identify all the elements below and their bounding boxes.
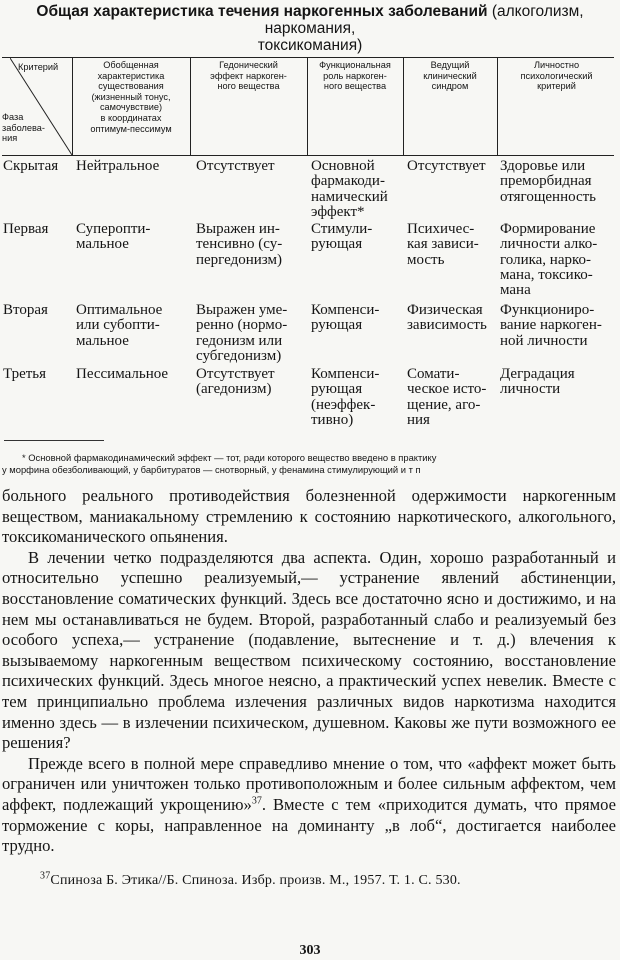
cell-line: ренно (нормо- [196,317,288,334]
cell-line: ческое исто- [407,381,487,398]
column-header-line: Ведущий [430,60,470,70]
table-top-rule [2,57,614,58]
cell-line: Компенси- [311,302,380,318]
column-header-line: психологический [520,70,593,81]
cell-line: Отсутствует [196,366,275,382]
column-header-line: оптимум-пессимум [90,123,172,134]
cell-line: рующая [311,236,363,253]
table-cell [311,159,388,220]
body-text [2,486,616,857]
table-cell [311,303,379,334]
column-header-line: ного вещества [217,81,280,92]
table-cell [500,159,596,205]
cell-line: Деградация [500,366,575,382]
column-header-line: критерий [537,81,576,92]
cell-line: личности алко- [500,236,598,253]
paragraph [2,754,616,857]
table-cell [500,303,602,349]
phase-label-line: ния [2,133,18,144]
footnote-ref: 37 [251,795,262,807]
table-title-bold: Общая характеристика течения наркогенных заболеваний [36,3,488,20]
table-title-rest: (алкоголизм, наркомания, [264,3,584,37]
cell-line: преморбидная [500,173,592,190]
cell-line: пергедонизм) [196,251,282,268]
cell-line: Сомати- [407,366,460,382]
column-header-line: Обобщенная [103,60,159,70]
column-header-line: ного вещества [323,81,387,92]
column-header [497,60,616,92]
table-header-rule [2,155,614,156]
cell-line: личности [500,381,561,398]
cell-line: Пессимальное [76,366,169,382]
column-header-line: Функциональная [319,60,391,70]
page-number: 303 [299,943,321,958]
cell-line: или субопти- [76,317,160,334]
corner-criterion-label: Критерий [18,62,59,72]
paragraph-text: . Вместе с тем «приходится думать, что прямое торможение с коры, направленное на доминанту „в лоб“, достигается наиболее трудно. [2,794,616,856]
cell-line: тивно) [311,411,354,428]
cell-line: эффект* [311,203,365,220]
cell-line: ной личности [500,332,588,349]
cell-line: Суперопти- [76,221,151,237]
column-header-line: роль наркоген- [323,70,387,81]
table-cell [76,367,168,382]
column-header-line: в координатах [100,112,162,123]
cell-line: Здоровье или [500,158,586,174]
phase-cell: Первая [3,221,49,237]
table-cell [500,222,597,298]
cell-line: фармакоди- [311,173,385,190]
phase-label-line: Фаза [2,112,24,122]
table-cell [76,159,159,174]
table-cell [407,222,479,268]
column-header [190,60,307,92]
cell-line: рующая [311,317,363,334]
phase-label-line: заболева- [2,122,45,133]
cell-line: вание наркоген- [500,317,602,334]
cell-line: Нейтральное [76,158,160,174]
table-cell [500,367,575,398]
cell-line: мана, токсико- [500,266,593,283]
cell-line: Выражен уме- [196,302,288,318]
table-cell [76,303,162,349]
cell-line: ния [407,411,430,428]
cell-line: мальное [76,332,129,349]
cell-line: голика, нарко- [500,251,592,268]
table-cell [196,159,275,174]
corner-phase-label [2,112,45,144]
table-cell [311,222,372,253]
table-cell [196,303,287,364]
column-header-line: синдром [431,81,469,92]
cell-line: мость [407,251,445,268]
page-footnote [40,870,600,889]
cell-line: мана [500,282,531,299]
column-header [307,60,403,92]
table-cell [407,367,486,428]
table-cell [196,222,282,268]
paragraph: В лечении четко подразделяются два аспекта. Один, хорошо разработанный и относительно успешно реализуемый,— устранение явлений абстиненции, восстановление соматических функций. Здесь все достаточно ясно и достижимо, и на нем мы останавливаться не будем. Второй, разработанный слабо и реализуемый без особого успеха,— устранение (подавление, вытеснение и т. д.) влечения к вызываемому наркогенным веществом психическому состоянию, восстановление психических функций. Здесь многое неясно, а практический успех невелик. Вместе с тем принципиально проблема излечения различных видов наркотизма находится именно здесь — в излечении психическом, душевном. Каковы же пути возможного ее решения? [2,547,616,753]
table-cell [311,367,379,428]
cell-line: отягощенность [500,188,597,205]
table-footnote [2,452,614,476]
cell-line: Функциониро- [500,302,595,318]
cell-line: Психичес- [407,221,475,237]
column-header-line: клинический [423,70,477,81]
column-header-line: Личностно [533,60,580,70]
cell-line: (агедонизм) [196,381,272,398]
column-header-line: характеристика [97,70,165,81]
footnote-number: 37 [40,870,51,882]
cell-line: зависимость [407,317,487,334]
cell-line: Стимули- [311,221,373,237]
cell-line: гедонизм или [196,332,283,349]
cell-line: Формирование [500,221,596,237]
table-cell [196,367,275,398]
paragraph-text: Прежде всего в полной мере справедливо мнение о том, что «аффект может быть ограничен или уничтожен только противоположным и более сильным аффектом, чем аффект, подлежащий укрощению» [2,753,616,814]
phase-cell: Вторая [3,302,48,318]
column-header [72,60,190,134]
cell-line: мальное [76,236,129,253]
table-title-line2: токсикомания) [257,37,363,54]
table-footnote-line: у морфина обезболивающий, у барбитуратов — снотворный, у фенамина стимулирующий и т п [2,464,421,475]
table-cell [407,159,486,174]
column-header-line: самочувствие) [99,102,163,113]
column-header [403,60,497,92]
phase-cell: Скрытая [3,158,59,174]
phase-cell: Третья [3,366,47,382]
cell-line: Основной [311,158,375,174]
cell-line: Физическая [407,302,483,318]
table-cell [407,303,487,334]
column-header-line: (жизненный тонус, [91,91,171,102]
table-footnote-line: * Основной фармакодинамический эффект — тот, ради которого вещество введено в практику [22,452,437,463]
footnote-rule [4,440,104,441]
cell-line: Отсутствует [407,158,486,174]
column-header-line: Гедонический [219,60,278,70]
cell-line: тенсивно (су- [196,236,283,253]
cell-line: Оптимальное [76,302,163,318]
cell-line: кая зависи- [407,236,479,253]
cell-line: Отсутствует [196,158,275,174]
column-header-line: существования [98,81,164,92]
cell-line: Компенси- [311,366,380,382]
cell-line: (неэффек- [311,396,376,413]
footnote-text: Спиноза Б. Этика//Б. Спиноза. Избр. произв. М., 1957. Т. 1. С. 530. [50,873,461,888]
cell-line: намический [311,188,388,205]
table-title [4,3,616,54]
cell-line: щение, аго- [407,396,481,413]
column-header-line: эффект наркоген- [210,70,287,81]
table-cell [76,222,150,253]
cell-line: субгедонизм) [196,347,282,364]
paragraph: больного реального противодействия болезненной одержимости наркогенным веществом, маниакальному стремлению к состоянию наркотического, алкогольного, токсикоманического опьянения. [2,486,616,547]
cell-line: Выражен ин- [196,221,280,237]
cell-line: рующая [311,381,363,398]
